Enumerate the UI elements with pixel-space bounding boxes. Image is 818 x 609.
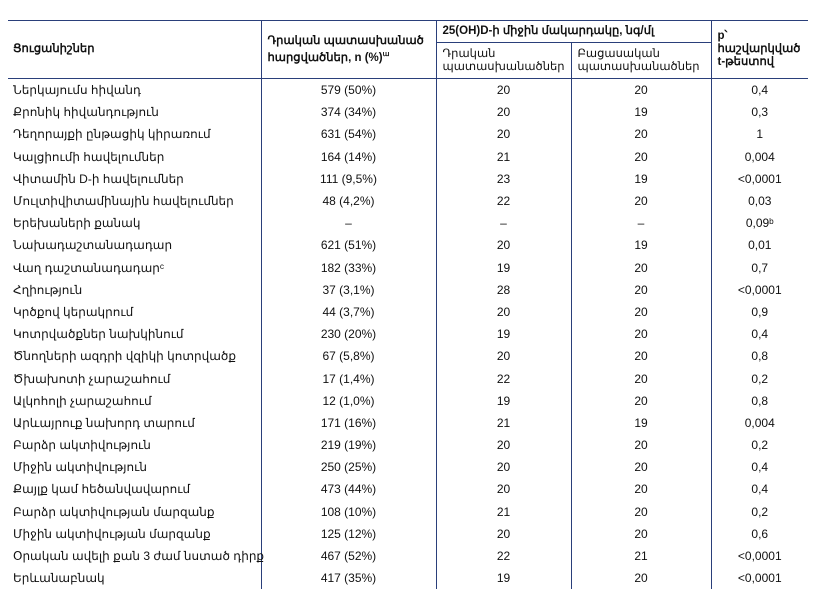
table-row (8, 567, 808, 589)
p-value-cell: 0,9 (751, 304, 769, 319)
respondents-cell: 12 (1,0%) (261, 390, 436, 412)
table-row (8, 390, 808, 412)
table-row (8, 190, 808, 212)
negative-mean-cell: 19 (571, 101, 711, 123)
p-value-cell: 0,2 (751, 504, 769, 519)
results-table (8, 20, 808, 589)
negative-mean-cell: 20 (571, 345, 711, 367)
indicator-cell: Միջին ակտիվություն (8, 456, 261, 478)
table-row (8, 434, 808, 456)
indicator-cell: Քայլք կամ հեծանվավարում (8, 478, 261, 500)
respondents-cell: 182 (33%) (261, 257, 436, 279)
negative-mean-cell: 20 (571, 434, 711, 456)
negative-mean-cell: 19 (571, 234, 711, 256)
table-row (8, 456, 808, 478)
positive-mean-cell: 19 (436, 323, 571, 345)
table-row (8, 523, 808, 545)
positive-mean-cell: 20 (436, 301, 571, 323)
positive-mean-cell: 21 (436, 146, 571, 168)
respondents-cell: 417 (35%) (261, 567, 436, 589)
p-value-cell: 0,4 (751, 460, 769, 475)
p-value-cell: <0,0001 (737, 171, 782, 186)
respondents-cell: 44 (3,7%) (261, 301, 436, 323)
positive-mean-cell: 20 (436, 123, 571, 145)
p-value-cell: 0,7 (751, 260, 769, 275)
table-row (8, 234, 808, 256)
respondents-cell: 374 (34%) (261, 101, 436, 123)
table-row (8, 323, 808, 345)
positive-mean-cell: 20 (436, 79, 571, 102)
positive-mean-cell: 23 (436, 168, 571, 190)
header-indicators: Ցուցանիշներ (8, 21, 261, 79)
indicator-cell: Արևայրուք նախորդ տարում (8, 412, 261, 434)
header-positive: Դրական պատասխանածներ (436, 43, 571, 79)
negative-mean-cell: 20 (571, 279, 711, 301)
indicator-cell: Կոտրվածքներ նախկինում (8, 323, 261, 345)
negative-mean-cell: 20 (571, 478, 711, 500)
p-value-cell: 0,03 (748, 194, 772, 209)
respondents-cell: 171 (16%) (261, 412, 436, 434)
negative-mean-cell: 20 (571, 523, 711, 545)
positive-mean-cell: 22 (436, 367, 571, 389)
indicator-cell: Ալկոհոլի չարաշահում (8, 390, 261, 412)
table-row (8, 279, 808, 301)
p-value-cell: 0,4 (751, 83, 769, 98)
header-respondents-label: Դրական պատասխանած հարցվածներ, n (%) (267, 34, 424, 64)
respondents-cell: 48 (4,2%) (261, 190, 436, 212)
table-header (8, 21, 808, 79)
positive-mean-cell: 22 (436, 545, 571, 567)
respondents-cell: 250 (25%) (261, 456, 436, 478)
table-row (8, 257, 808, 279)
respondents-cell: 631 (54%) (261, 123, 436, 145)
respondents-cell: 125 (12%) (261, 523, 436, 545)
respondents-cell: 621 (51%) (261, 234, 436, 256)
positive-mean-cell: 20 (436, 523, 571, 545)
respondents-cell: 467 (52%) (261, 545, 436, 567)
indicator-cell: Դեղորայքի ընթացիկ կիրառում (8, 123, 261, 145)
table-row (8, 545, 808, 567)
respondents-cell: 473 (44%) (261, 478, 436, 500)
indicator-cell: Ծնողների ազդրի վզիկի կոտրվածք (8, 345, 261, 367)
p-value-cell: 1 (756, 127, 764, 142)
indicator-cell: Վիտամին D-ի հավելումներ (8, 168, 261, 190)
p-value-cell: <0,0001 (737, 282, 782, 297)
table-row (8, 367, 808, 389)
table-body (8, 79, 808, 590)
table-row (8, 478, 808, 500)
respondents-cell: 579 (50%) (261, 79, 436, 102)
positive-mean-cell: – (436, 212, 571, 234)
header-negative: Բացասական պատասխանածներ (571, 43, 711, 79)
p-value-cell: 0,01 (748, 238, 772, 253)
table-row (8, 168, 808, 190)
table-row (8, 146, 808, 168)
indicator-cell: Հղիություն (8, 279, 261, 301)
p-value-cell: 0,3 (751, 105, 769, 120)
respondents-cell: 37 (3,1%) (261, 279, 436, 301)
header-p-value: p՝ հաշվարկված t-թեստով (711, 21, 808, 79)
positive-mean-cell: 28 (436, 279, 571, 301)
table-row (8, 345, 808, 367)
negative-mean-cell: 20 (571, 567, 711, 589)
indicator-cell: Բարձր ակտիվության մարզանք (8, 501, 261, 523)
indicator-cell: Երեխաների քանակ (8, 212, 261, 234)
positive-mean-cell: 20 (436, 101, 571, 123)
positive-mean-cell: 21 (436, 501, 571, 523)
table-row (8, 212, 808, 234)
p-value-cell: 0,6 (751, 526, 769, 541)
negative-mean-cell: 20 (571, 390, 711, 412)
header-mean-level-group: 25(OH)D-ի միջին մակարդակը, նգ/մլ (436, 21, 711, 43)
table-row (8, 501, 808, 523)
positive-mean-cell: 20 (436, 234, 571, 256)
negative-mean-cell: 20 (571, 323, 711, 345)
negative-mean-cell: 21 (571, 545, 711, 567)
p-value-cell: 0,09ᵇ (745, 216, 774, 231)
indicator-cell: Միջին ակտիվության մարզանք (8, 523, 261, 545)
positive-mean-cell: 20 (436, 434, 571, 456)
indicator-cell: Բարձր ակտիվություն (8, 434, 261, 456)
positive-mean-cell: 20 (436, 456, 571, 478)
table-row (8, 79, 808, 102)
p-value-cell: 0,4 (751, 327, 769, 342)
positive-mean-cell: 21 (436, 412, 571, 434)
negative-mean-cell: – (571, 212, 711, 234)
positive-mean-cell: 22 (436, 190, 571, 212)
negative-mean-cell: 20 (571, 123, 711, 145)
negative-mean-cell: 20 (571, 301, 711, 323)
negative-mean-cell: 20 (571, 79, 711, 102)
indicator-cell: Ծխախոտի չարաշահում (8, 367, 261, 389)
p-value-cell: 0,8 (751, 393, 769, 408)
indicator-cell: Մուլտիվիտամինային հավելումներ (8, 190, 261, 212)
table-row (8, 412, 808, 434)
p-value-cell: 0,8 (751, 349, 769, 364)
positive-mean-cell: 19 (436, 390, 571, 412)
p-value-cell: 0,004 (744, 415, 775, 430)
indicator-cell: Նախադաշտանադադար (8, 234, 261, 256)
positive-mean-cell: 19 (436, 567, 571, 589)
respondents-cell: 219 (19%) (261, 434, 436, 456)
table-row (8, 101, 808, 123)
respondents-cell: 17 (1,4%) (261, 367, 436, 389)
respondents-cell: 67 (5,8%) (261, 345, 436, 367)
negative-mean-cell: 20 (571, 456, 711, 478)
positive-mean-cell: 20 (436, 478, 571, 500)
table-row (8, 123, 808, 145)
indicator-cell: Քրոնիկ հիվանդություն (8, 101, 261, 123)
respondents-cell: 230 (20%) (261, 323, 436, 345)
negative-mean-cell: 20 (571, 257, 711, 279)
indicator-cell: Կալցիումի հավելումներ (8, 146, 261, 168)
p-value-cell: 0,2 (751, 371, 769, 386)
respondents-cell: 111 (9,5%) (261, 168, 436, 190)
negative-mean-cell: 19 (571, 168, 711, 190)
header-respondents (261, 21, 436, 79)
positive-mean-cell: 20 (436, 345, 571, 367)
p-value-cell: 0,4 (751, 482, 769, 497)
indicator-cell: Վաղ դաշտանադադարᶜ (8, 257, 261, 279)
p-value-cell: 0,004 (744, 149, 775, 164)
header-respondents-footnote: ա (382, 50, 390, 58)
p-value-cell: <0,0001 (737, 549, 782, 564)
indicator-cell: Երևանաբնակ (8, 567, 261, 589)
respondents-cell: 108 (10%) (261, 501, 436, 523)
indicator-cell: Կրծքով կերակրում (8, 301, 261, 323)
positive-mean-cell: 19 (436, 257, 571, 279)
negative-mean-cell: 19 (571, 412, 711, 434)
negative-mean-cell: 20 (571, 190, 711, 212)
negative-mean-cell: 20 (571, 501, 711, 523)
respondents-cell: – (261, 212, 436, 234)
p-value-cell: 0,2 (751, 438, 769, 453)
respondents-cell: 164 (14%) (261, 146, 436, 168)
negative-mean-cell: 20 (571, 146, 711, 168)
negative-mean-cell: 20 (571, 367, 711, 389)
table-row (8, 301, 808, 323)
indicator-cell: Ներկայումս հիվանդ (8, 79, 261, 102)
indicator-cell: Օրական ավելի քան 3 ժամ նստած դիրք (8, 545, 261, 567)
p-value-cell: <0,0001 (737, 571, 782, 586)
